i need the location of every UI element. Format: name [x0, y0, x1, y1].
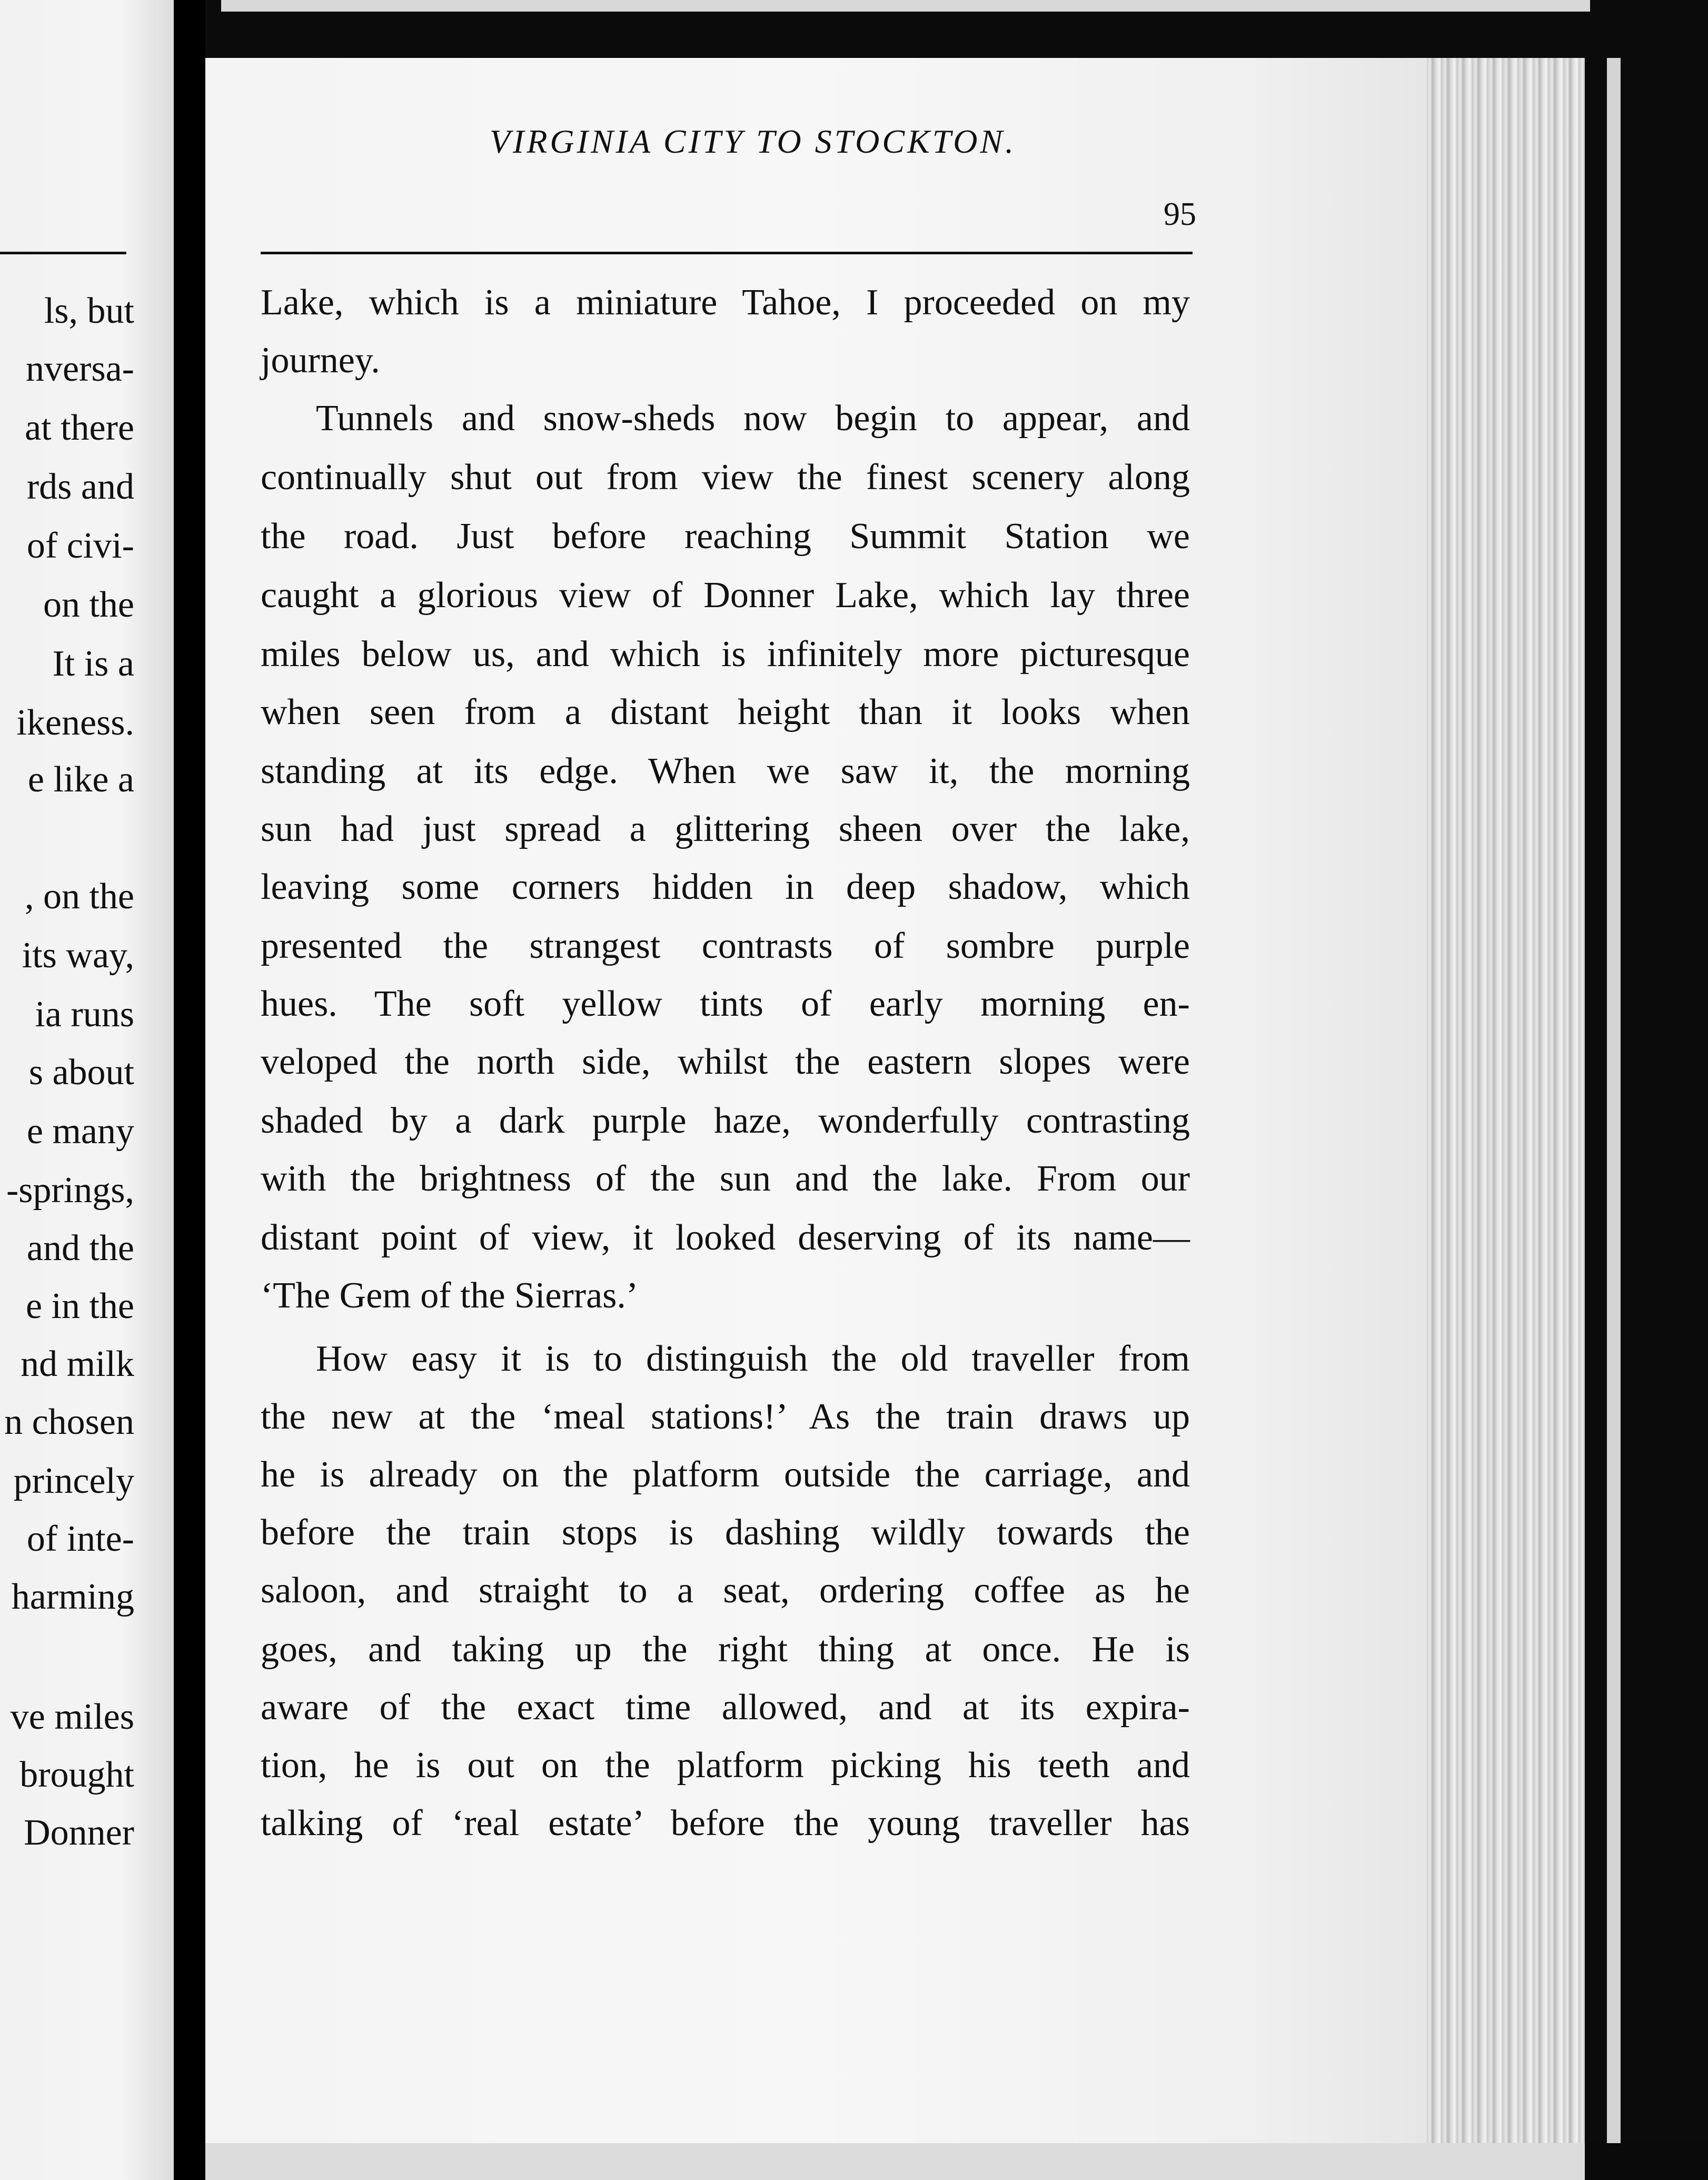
left-page-line: nd milk [21, 1344, 134, 1384]
left-page-line: harming [11, 1577, 134, 1617]
body-line: Tunnels and snow-sheds now begin to appear, and [316, 398, 1190, 439]
left-page-line: its way, [22, 935, 134, 976]
left-page-line: ikeness. [16, 702, 134, 743]
body-line: shaded by a dark purple haze, wonderfully contrasting [261, 1101, 1190, 1141]
body-line: goes, and taking up the right thing at once. He is [261, 1629, 1190, 1670]
body-line: Lake, which is a miniature Tahoe, I proceeded on my [261, 282, 1190, 323]
header-rule [261, 252, 1193, 254]
left-page-line: ve miles [10, 1697, 134, 1737]
left-page-line: -springs, [6, 1170, 134, 1211]
body-line: when seen from a distant height than it looks when [261, 692, 1190, 732]
body-line: the new at the ‘meal stations!’ As the train draws up [261, 1396, 1190, 1437]
body-line: How easy it is to distinguish the old traveller from [316, 1339, 1190, 1379]
body-line: before the train stops is dashing wildly towards the [261, 1512, 1190, 1553]
body-line: presented the strangest contrasts of sombre purple [261, 926, 1190, 966]
left-page-line: at there [25, 408, 134, 448]
body-line: caught a glorious view of Donner Lake, which lay three [261, 575, 1190, 616]
body-line: leaving some corners hidden in deep shadow, which [261, 867, 1190, 907]
running-head: VIRGINIA CITY TO STOCKTON. [489, 123, 1017, 160]
book-gutter [174, 0, 205, 2180]
left-page-line: e like a [27, 759, 134, 800]
page-edge-stack [1427, 58, 1585, 2143]
left-page-line: , on the [24, 876, 134, 917]
body-line: aware of the exact time allowed, and at its expira- [261, 1687, 1190, 1728]
left-page-line: e many [26, 1111, 134, 1152]
left-page-line: rds and [26, 467, 134, 507]
page-number: 95 [1164, 196, 1196, 232]
left-page-line: n chosen [4, 1402, 134, 1442]
left-page-line: brought [19, 1755, 134, 1795]
left-page-line: of civi- [26, 526, 134, 566]
scan-border-right-strip [1607, 58, 1621, 2143]
left-page-line: and the [26, 1228, 134, 1269]
left-page-line: s about [28, 1052, 134, 1093]
body-line: miles below us, and which is infinitely more picturesque [261, 634, 1190, 675]
left-page-line: Donner [24, 1812, 134, 1853]
body-line: distant point of view, it looked deserving of its name— [261, 1217, 1190, 1258]
body-line: the road. Just before reaching Summit Station we [261, 516, 1190, 557]
left-page-line: It is a [52, 643, 134, 684]
body-line: sun had just spread a glittering sheen over the lake, [261, 809, 1190, 849]
left-page-line: ls, but [44, 291, 134, 331]
left-page-line: nversa- [25, 349, 134, 389]
body-line: saloon, and straight to a seat, ordering coffee as he [261, 1570, 1190, 1611]
body-line: with the brightness of the sun and the lake. From our [261, 1158, 1190, 1199]
left-page-line: on the [43, 584, 134, 625]
left-page-line: e in the [25, 1286, 134, 1326]
body-line: he is already on the platform outside the carriage, and [261, 1454, 1190, 1495]
body-line: veloped the north side, whilst the eastern slopes were [261, 1042, 1190, 1082]
body-line: hues. The soft yellow tints of early morning en- [261, 984, 1190, 1024]
left-page-header-rule [0, 252, 126, 254]
left-page-line: ia runs [35, 994, 134, 1035]
body-line: talking of ‘real estate’ before the young traveller has [261, 1803, 1190, 1844]
left-page-line: of inte- [26, 1519, 134, 1559]
left-facing-page [0, 0, 174, 2180]
body-line: tion, he is out on the platform picking his teeth and [261, 1745, 1190, 1786]
body-line: continually shut out from view the finest scenery along [261, 457, 1190, 498]
body-line: journey. [261, 340, 380, 381]
left-page-line: princely [13, 1461, 134, 1501]
scan-border-bottom [205, 2143, 1585, 2180]
scan-border-top-edge [221, 0, 1590, 12]
body-line: ‘The Gem of the Sierras.’ [261, 1275, 639, 1316]
body-line: standing at its edge. When we saw it, the morning [261, 751, 1190, 791]
scan-border-right [1585, 58, 1708, 2143]
